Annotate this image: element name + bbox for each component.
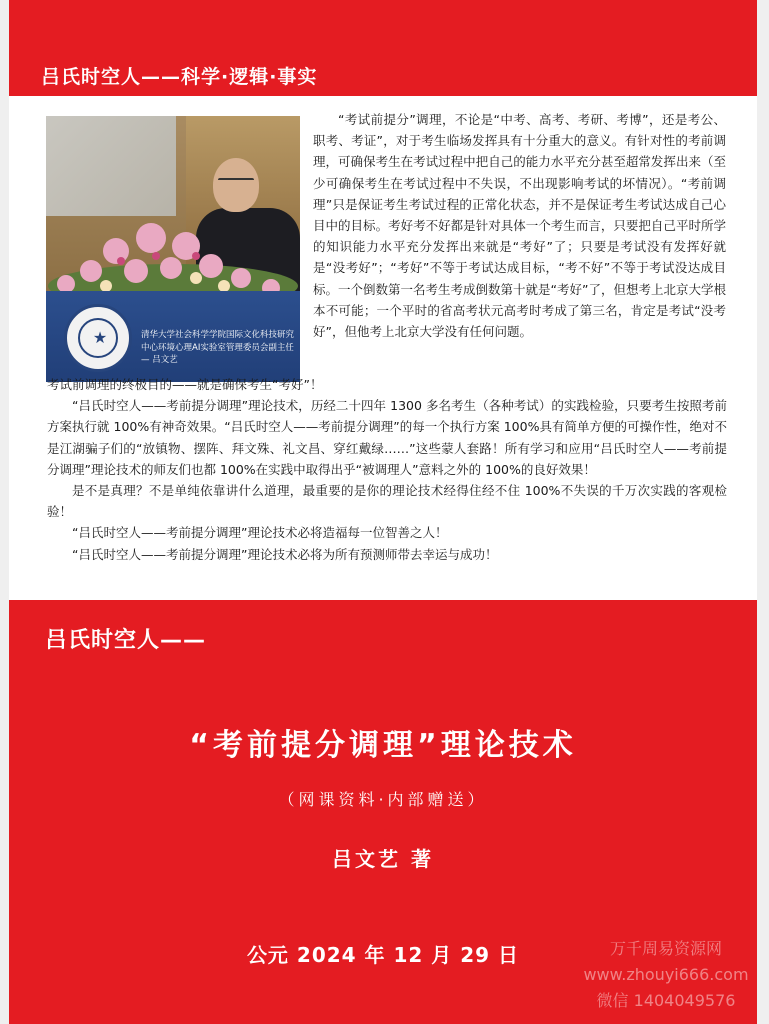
book-title: “考前提分调理”理论技术 xyxy=(189,728,577,763)
article-right-column xyxy=(313,109,726,342)
watermark-line-1: 万千周易资源网 xyxy=(609,939,722,958)
article-paragraph-2: “吕氏时空人——考前提分调理”理论技术，历经二十四年 1300 多名考生（各种考试）的实践检验，只要考生按照考前方案执行就 100%有神奇效果。“吕氏时空人——考前提分调理”的每一个执行方案 100%具有简单方便的可操作性，绝对不是江湖骗子们的“放镇物、摆阵、拜文殊、礼文昌、穿红戴绿……”这些蒙人套路！所有学习和应用“吕氏时空人——考前提分调理”理论技术的师友们也都 100%在实践中取得出乎“被调理人”意料之外的 100%的良好效果！ xyxy=(47,398,727,477)
document-sheet xyxy=(9,0,757,1024)
banner-title: 吕氏时空人——科学·逻辑·事实 xyxy=(41,66,318,88)
photo-caption: 清华大学社会科学学院国际文化科技研究中心环境心理AI实验室管理委员会副主任 — 吕文艺 xyxy=(141,330,295,365)
article-paragraph-3: 是不是真理？不是单纯依靠讲什么道理，最重要的是你的理论技术经得住经不住 100%不失误的千万次实践的客观检验！ xyxy=(47,483,727,520)
speaker-photo xyxy=(46,116,300,382)
article-paragraph-1-end: 考试前调理的终极目的——就是确保考生“考好”！ xyxy=(47,377,323,392)
article-paragraph-4: “吕氏时空人——考前提分调理”理论技术必将造福每一位智善之人！ xyxy=(72,525,448,541)
book-note: （网课资料·内部赠送） xyxy=(278,790,488,809)
cover-subtitle: 吕氏时空人—— xyxy=(45,628,207,653)
author-line: 吕文艺 著 xyxy=(332,847,434,871)
watermark-line-2: www.zhouyi666.com xyxy=(583,965,749,984)
speaker-glasses xyxy=(218,178,254,187)
watermark-line-3: 微信 1404049576 xyxy=(596,991,736,1010)
article-full-column xyxy=(47,374,727,565)
article-paragraph-1: “考试前提分”调理，不论是“中考、高考、考研、考博”，还是考公、职考、考证”，对于考生临场发挥具有十分重大的意义。有针对性的考前调理，可确保考生在考试过程中把自己的能力水平充分甚至超常发挥出来（至少可确保考生在考试过程中不失误，不出现影响考试的坏情况）。“考前调理”只是保证考生考试过程的正常化状态，并不是保证考生考试达成自己心目中的目标。考好考不好都是针对具体一个考生而言，只要把自己平时所学的知识能力水平充分发挥出来就是“考好”了；只要是考试没有发挥好就是“没考好”；“考好”不等于考试达成目标，“考不好”不等于考试没达成目标。一个倒数第一名考生考成倒数第十就是“考好”了，但想考上北京大学根本不可能；一个平时的省高考状元高考时考成了第三名，肯定是考试“没考好”，但他考上北京大学没有任何问题。 xyxy=(313,112,726,340)
photo-wall xyxy=(46,116,176,216)
article-paragraph-5: “吕氏时空人——考前提分调理”理论技术必将为所有预测师带去幸运与成功！ xyxy=(72,546,498,562)
article-panel xyxy=(9,96,757,600)
top-banner xyxy=(9,50,757,96)
publish-date: 公元 2024 年 12 月 29 日 xyxy=(246,943,520,967)
university-seal: ★ xyxy=(64,304,132,372)
watermark xyxy=(566,936,766,1014)
